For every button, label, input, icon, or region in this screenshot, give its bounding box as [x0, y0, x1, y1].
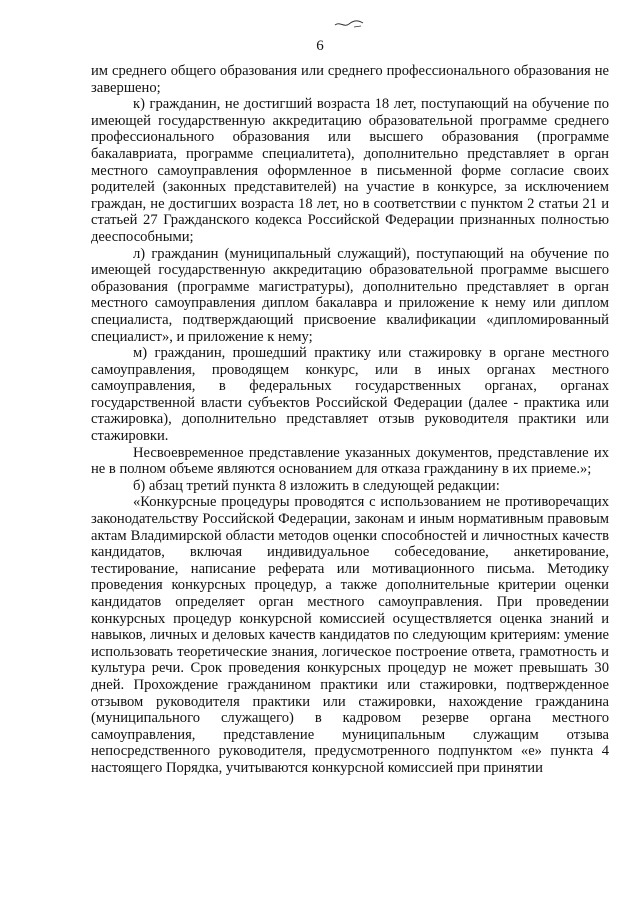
paragraph-item-m: м) гражданин, прошедший практику или стажировку в органе местного самоуправления, проводящем конкурс, или в иных органах местного самоуправления, в федеральных государственных органах, органах государственной власти субъектов Российской Федерации (далее - практика или стажировка), дополнительно представляет отзыв руководителя практики или стажировки.	[91, 345, 609, 445]
page-number: 6	[316, 38, 324, 54]
paragraph-late-submission: Несвоевременное представление указанных документов, представление их не в полном объеме являются основанием для отказа гражданину в их приеме.»;	[91, 444, 609, 478]
paragraph-competition-procedures: «Конкурсные процедуры проводятся с использованием не противоречащих законодательству Российской Федерации, законам и иным нормативным правовым актам Владимирской области методов оценки способностей и личностных качеств кандидатов, включая индивидуальное собеседование, анкетирование, тестирование, написание реферата или мотивационного письма. Методику проведения конкурсных процедур, а также дополнительные критерии оценки кандидатов определяет орган местного самоуправления. При проведении конкурсных процедур конкурсной комиссией осуществляется оценка знаний и навыков, личных и деловых качеств кандидатов по следующим критериям: умение использовать теоретические знания, логическое построение ответа, грамотность и культура речи. Срок проведения конкурсных процедур не может превышать 30 дней. Прохождение гражданином практики или стажировки, подтвержденное отзывом руководителя практики или стажировки, нахождение гражданина (муниципального служащего) в кадровом резерве органа местного самоуправления, представление муниципальным служащим отзыва непосредственного руководителя, предусмотренного подпунктом «е» пункта 4 настоящего Порядка, учитываются конкурсной комиссией при принятии	[91, 494, 609, 776]
paragraph-item-l: л) гражданин (муниципальный служащий), поступающий на обучение по имеющей государственную аккредитацию образовательной программе высшего образования (программе магистратуры), дополнительно представляет в орган местного самоуправления диплом бакалавра и приложение к нему или диплом специалиста, подтверждающий присвоение квалификации «дипломированный специалист», и приложение к нему;	[91, 245, 609, 345]
document-body	[91, 63, 609, 777]
paragraph-item-b: б) абзац третий пункта 8 изложить в следующей редакции:	[133, 477, 500, 494]
handwritten-mark	[334, 18, 364, 30]
paragraph-item-k: к) гражданин, не достигший возраста 18 лет, поступающий на обучение по имеющей государственную аккредитацию образовательной программе среднего профессионального образования или высшего образования (программе бакалавриата, программе специалитета), дополнительно представляет в орган местного самоуправления оформленное в письменной форме согласие своих родителей (законных представителей) на участие в конкурсе, за исключением граждан, не достигших возраста 18 лет, но в соответствии с пунктом 2 статьи 21 и статьей 27 Гражданского кодекса Российской Федерации признанных полностью дееспособными;	[91, 96, 609, 245]
paragraph-continuation: им среднего общего образования или среднего профессионального образования не завершено;	[91, 63, 609, 96]
